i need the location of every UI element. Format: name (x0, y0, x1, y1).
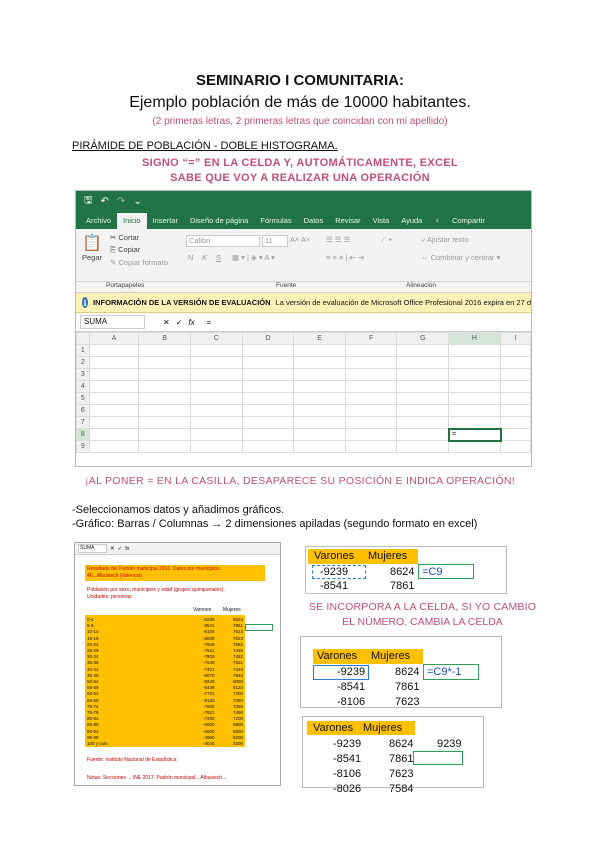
sheet2-mujeres-cell[interactable]: 6500 (233, 728, 244, 734)
sheet2-mujeres-cell[interactable]: 7350 (233, 703, 244, 709)
column-header-g[interactable]: G (397, 333, 449, 345)
sheet2-varones-cell[interactable]: -7200 (203, 716, 215, 722)
row-header[interactable]: 7 (77, 417, 90, 429)
sheet2-footer-2: Notas: Secciones ... INE 2017. Padrón municipal... Albuixech... (87, 775, 227, 781)
sheet2-varones-cell[interactable]: -7401 (203, 666, 215, 672)
row-header[interactable]: 8 (77, 429, 90, 441)
sheet2-title-2: 46...Albuixech (Valencia) (87, 573, 142, 579)
sheet2-age-cell[interactable]: 50-54 (87, 679, 99, 684)
sheet2-mujeres-cell[interactable]: 7582 (233, 641, 244, 647)
row-header[interactable]: 1 (77, 345, 90, 357)
box3-r4c1[interactable]: -8026 (333, 783, 362, 795)
sheet2-age-cell[interactable]: 90-94 (87, 728, 99, 734)
document-title: SEMINARIO I COMUNITARIA: (195, 72, 405, 89)
sheet2-fx-icon[interactable]: fx (125, 545, 130, 552)
box2-header-mujeres: Mujeres (371, 650, 411, 662)
sheet2-footer-1: Fuente: Instituto Nacional de Estadística (87, 757, 177, 763)
tab-insertar[interactable]: Insertar (152, 216, 178, 225)
box1-r1c3[interactable]: =C9 (422, 566, 443, 578)
cancel-icon[interactable]: ✕ (163, 317, 170, 327)
box2-header-varones: Varones (317, 650, 358, 662)
example-box-1 (305, 546, 507, 594)
info-icon: i (83, 297, 87, 308)
sheet2-age-cell[interactable]: 85-89 (87, 722, 99, 728)
column-header-c[interactable]: C (191, 333, 243, 345)
column-header-e[interactable]: E (294, 333, 346, 345)
sheet2-cancel-icon[interactable]: ✕ (110, 545, 115, 552)
lightbulb-icon[interactable]: ♀ (434, 216, 440, 225)
column-header-f[interactable]: F (345, 333, 397, 345)
sheet2-mujeres-cell[interactable]: 7861 (233, 623, 244, 629)
border-fill-icons[interactable]: ▦ ▾ | ◈ ▾ A ▾ (232, 253, 275, 262)
tab-revisar[interactable]: Revisar (335, 216, 361, 225)
box1-r1c2[interactable]: 8624 (390, 566, 415, 578)
group-clipboard-label: Portapapeles (106, 282, 145, 289)
sheet2-formula-bar (75, 543, 280, 555)
worksheet-grid[interactable] (76, 332, 531, 453)
cut-button[interactable]: ✂ Cortar (110, 233, 140, 242)
font-name-select[interactable]: Calibri (186, 235, 260, 247)
sheet2-age-cell[interactable]: 80-84 (87, 716, 99, 722)
sheet2-mujeres-cell[interactable]: 7350 (233, 697, 244, 703)
sheet2-age-cell[interactable]: 20-24 (87, 641, 99, 647)
document-subtitle: Ejemplo población de más de 10000 habitantes. (129, 94, 471, 111)
sheet2-header-varones: Varones (193, 607, 212, 613)
example-box-3 (302, 716, 484, 795)
sheet2-age-cell[interactable]: 60-64 (87, 691, 99, 697)
sheet2-varones-cell[interactable]: -7800 (203, 703, 215, 709)
group-alignment-label: Alineación (406, 282, 436, 289)
function-icon[interactable]: fx (188, 317, 195, 327)
sheet2-varones-cell[interactable]: -6600 (203, 728, 215, 734)
sheet2-age-cell[interactable]: 100 y más (87, 741, 108, 746)
box2-r1c2[interactable]: 8624 (395, 666, 420, 678)
share-button[interactable]: Compartir (451, 216, 485, 225)
sheet2-mujeres-cell[interactable]: 7440 (233, 666, 244, 672)
scissors-icon: ✂ (110, 233, 119, 242)
middle-text-1: SE INCORPORA A LA CELDA, SI YO CAMBIO (308, 601, 537, 613)
sheet2-varones-cell[interactable]: -8008 (203, 635, 215, 641)
sheet2-mujeres-cell[interactable]: 7400 (233, 691, 244, 697)
data-sheet-screenshot (74, 542, 281, 786)
orientation-icon[interactable]: ⟋ ▾ (381, 235, 392, 244)
sheet2-varones-cell[interactable]: -8106 (203, 629, 215, 635)
hint-line-2: SABE QUE VOY A REALIZAR UNA OPERACIÓN (170, 172, 430, 184)
wrap-text-button[interactable]: ⤶ Ajustar texto (421, 235, 469, 244)
italic-button[interactable]: K (202, 253, 208, 262)
copy-icon: ⎘ (110, 245, 119, 254)
row-header[interactable]: 5 (77, 393, 90, 405)
redo-icon[interactable]: ↷ (116, 195, 126, 207)
sheet2-age-cell[interactable]: 0-4 (87, 617, 94, 622)
column-header-i[interactable]: I (500, 333, 530, 345)
info-text: La versión de evaluación de Microsoft Office Profesional 2016 expira en 27 d (275, 298, 531, 307)
box3-active-cell[interactable] (413, 751, 463, 765)
box1-r2c2[interactable]: 7861 (390, 580, 415, 592)
box3-header-varones: Varones (313, 722, 354, 734)
evaluation-info-bar (76, 293, 531, 313)
sheet2-age-cell[interactable]: 45-49 (87, 672, 99, 678)
sheet2-header-mujeres: Mujeres (223, 607, 241, 613)
sheet2-age-cell[interactable]: 40-44 (87, 666, 99, 672)
sheet2-mujeres-cell[interactable]: 7450 (233, 710, 244, 715)
sheet2-mujeres-cell[interactable]: 8000 (233, 679, 244, 684)
sheet2-mujeres-cell[interactable]: 8624 (233, 617, 244, 622)
box3-r2c1[interactable]: -8541 (333, 753, 362, 765)
sheet2-confirm-icon[interactable]: ✓ (117, 545, 123, 552)
row-header[interactable]: 3 (77, 369, 90, 381)
sheet2-varones-cell[interactable]: -4960 (203, 734, 215, 740)
box1-r1c1[interactable]: -9239 (320, 566, 349, 578)
tab-ayuda[interactable]: Ayuda (401, 216, 423, 225)
box1-header-mujeres: Mujeres (368, 550, 408, 562)
box2-r2c1[interactable]: -8541 (337, 681, 366, 693)
box2-r1c3[interactable]: =C9*-1 (427, 666, 462, 678)
box2-r2c2[interactable]: 7861 (395, 681, 420, 693)
tab-diseno[interactable]: Diseño de página (189, 216, 249, 225)
sheet2-age-cell[interactable]: 30-34 (87, 654, 99, 660)
sheet2-varones-cell[interactable]: -9239 (203, 617, 215, 622)
formula-input[interactable]: = (206, 317, 212, 327)
sheet2-mujeres-cell[interactable]: 3300 (233, 741, 244, 746)
ribbon (76, 229, 531, 282)
sheet2-varones-cell[interactable]: -7949 (203, 641, 215, 647)
sheet2-varones-cell[interactable]: -7621 (203, 648, 215, 653)
font-size-select[interactable]: 11 (262, 235, 288, 247)
customize-icon[interactable]: ⌄ (133, 195, 142, 207)
sheet2-age-cell[interactable]: 25-29 (87, 648, 99, 653)
info-label: INFORMACIÓN DE LA VERSIÓN DE EVALUACIÓN (93, 298, 271, 307)
align-top-icons[interactable]: ☰ ☰ ☰ (326, 235, 351, 244)
sheet2-data-block (85, 615, 245, 747)
sheet2-active-cell[interactable] (245, 624, 273, 631)
align-icons[interactable]: ≡ ≡ ≡ | ⇤ ⇥ (326, 253, 365, 262)
bold-button[interactable]: N (188, 253, 194, 262)
row-header[interactable]: 9 (77, 441, 90, 453)
sheet2-age-cell[interactable]: 65-69 (87, 697, 99, 703)
body-line-2: -Gráfico: Barras / Columnas → 2 dimensiones apiladas (segundo formato en excel) (72, 518, 478, 530)
tab-vista[interactable]: Vista (372, 216, 390, 225)
sheet2-title-4: Unidades: personas (87, 594, 132, 600)
sheet2-mujeres-cell[interactable]: 7200 (233, 716, 244, 722)
sheet2-age-cell[interactable]: 75-79 (87, 710, 99, 715)
underline-button[interactable]: S (216, 253, 222, 262)
sheet2-varones-cell[interactable]: -7800 (203, 654, 215, 660)
ribbon-tabs (76, 211, 531, 229)
hint-line-1: SIGNO “=” EN LA CELDA Y, AUTOMÁTICAMENTE, EXCEL (142, 157, 458, 169)
copy-button[interactable]: ⎘ Copiar (110, 245, 141, 254)
row-header[interactable]: 6 (77, 405, 90, 417)
box1-header-varones: Varones (314, 550, 355, 562)
name-box[interactable]: SUMA (80, 315, 145, 329)
sheet2-mujeres-cell[interactable]: 8120 (233, 685, 244, 691)
sheet2-age-cell[interactable]: 5-9 (87, 623, 94, 629)
sheet2-age-cell[interactable]: 55-59 (87, 685, 99, 691)
box3-r1c2[interactable]: 8624 (389, 738, 414, 750)
box3-r4c2[interactable]: 7584 (389, 783, 414, 795)
body-line-1: -Seleccionamos datos y añadimos gráficos. (72, 504, 285, 516)
sheet2-age-cell[interactable]: 10-14 (87, 629, 99, 635)
middle-text-2: EL NÚMERO, CAMBIA LA CELDA (342, 616, 503, 628)
undo-icon[interactable]: ↶ (100, 195, 109, 207)
box2-r1c1[interactable]: -9239 (337, 666, 366, 678)
sheet2-mujeres-cell[interactable]: 7531 (233, 660, 244, 666)
box2-r3c2[interactable]: 7623 (395, 696, 420, 708)
column-header-a[interactable]: A (89, 333, 139, 345)
group-font-label: Fuente (276, 282, 297, 289)
sheet2-age-cell[interactable]: 70-74 (87, 703, 99, 709)
sheet2-name-box[interactable]: SUMA (78, 544, 107, 553)
sheet2-age-cell[interactable]: 15-19 (87, 635, 99, 641)
box3-r2c2[interactable]: 7861 (389, 753, 414, 765)
paste-button[interactable]: Pegar (82, 253, 103, 262)
document-note: (2 primeras letras, 2 primeras letras que coincidan con mi apellido) (152, 116, 448, 127)
sheet2-mujeres-cell[interactable]: 7436 (233, 648, 244, 653)
sheet2-varones-cell[interactable]: -7621 (203, 710, 215, 715)
column-header-d[interactable]: D (242, 333, 294, 345)
select-all-corner[interactable] (77, 333, 90, 345)
section-heading: PIRÁMIDE DE POBLACIÓN - DOBLE HISTOGRAMA. (72, 140, 338, 152)
sheet2-varones-cell[interactable]: -3040 (203, 741, 215, 746)
merge-center-button[interactable]: ⇔ Combinar y centrar ▾ (421, 253, 501, 262)
formula-bar (76, 313, 531, 332)
font-grow-icon[interactable]: A˄ A˅ (290, 235, 311, 244)
ribbon-group-labels (76, 282, 531, 293)
column-header-h[interactable]: H (449, 333, 501, 345)
example-box-2 (300, 636, 502, 708)
excel-titlebar (76, 191, 531, 211)
sheet2-varones-cell[interactable]: -8070 (203, 672, 215, 678)
row-header[interactable]: 2 (77, 357, 90, 369)
tab-archivo[interactable]: Archivo (86, 216, 112, 225)
sheet2-varones-cell[interactable]: -6800 (203, 722, 215, 728)
box3-r1c1[interactable]: -9239 (333, 738, 362, 750)
sheet2-varones-cell[interactable]: -7640 (203, 660, 215, 666)
box2-r3c1[interactable]: -8106 (337, 696, 366, 708)
format-painter-button[interactable]: ✎ Copiar formato (110, 258, 168, 267)
row-header[interactable]: 4 (77, 381, 90, 393)
sheet2-title-3: Población por sexo, municipios y edad (grupos quinquenales). (87, 587, 225, 593)
sheet2-mujeres-cell[interactable]: 5200 (233, 734, 244, 740)
tab-formulas[interactable]: Fórmulas (260, 216, 292, 225)
sheet2-mujeres-cell[interactable]: 7623 (233, 635, 244, 641)
save-icon[interactable]: 🖫 (84, 194, 93, 206)
sheet2-varones-cell[interactable]: -8541 (203, 623, 215, 629)
sheet2-mujeres-cell[interactable]: 7623 (233, 629, 244, 635)
sheet2-varones-cell[interactable]: -7731 (203, 691, 215, 697)
confirm-icon[interactable]: ✓ (175, 317, 183, 327)
column-header-b[interactable]: B (139, 333, 191, 345)
paste-icon[interactable]: 📋 (82, 235, 102, 252)
brush-icon: ✎ (110, 258, 119, 267)
sheet2-age-cell[interactable]: 35-39 (87, 660, 99, 666)
box3-r3c1[interactable]: -8106 (333, 768, 362, 780)
sheet2-title-1: Resultado del Padrón municipal 2016. Datos por municipios. (87, 566, 221, 572)
box1-r2c1[interactable]: -8541 (320, 580, 349, 592)
sheet2-varones-cell[interactable]: -8120 (203, 697, 215, 703)
excel-screenshot (75, 190, 532, 467)
box3-r1c3[interactable]: 9239 (437, 738, 462, 750)
caption-text: ¡AL PONER = EN LA CASILLA, DESAPARECE SU POSICIÓN E INDICA OPERACIÓN! (84, 475, 516, 487)
sheet2-mujeres-cell[interactable]: 7452 (233, 654, 244, 660)
box3-r3c2[interactable]: 7623 (389, 768, 414, 780)
sheet2-varones-cell[interactable]: -8240 (203, 679, 215, 684)
sheet2-varones-cell[interactable]: -8449 (203, 685, 215, 691)
sheet2-age-cell[interactable]: 95-99 (87, 734, 99, 740)
sheet2-mujeres-cell[interactable]: 6900 (233, 722, 244, 728)
wrap-icon: ⤶ (421, 235, 427, 244)
tab-inicio[interactable]: Inicio (117, 213, 147, 229)
merge-icon: ⇔ (421, 253, 431, 262)
sheet2-mujeres-cell[interactable]: 7840 (233, 672, 244, 678)
tab-datos[interactable]: Datos (303, 216, 324, 225)
box3-header-mujeres: Mujeres (363, 722, 403, 734)
active-cell-h8[interactable]: = (448, 428, 502, 442)
